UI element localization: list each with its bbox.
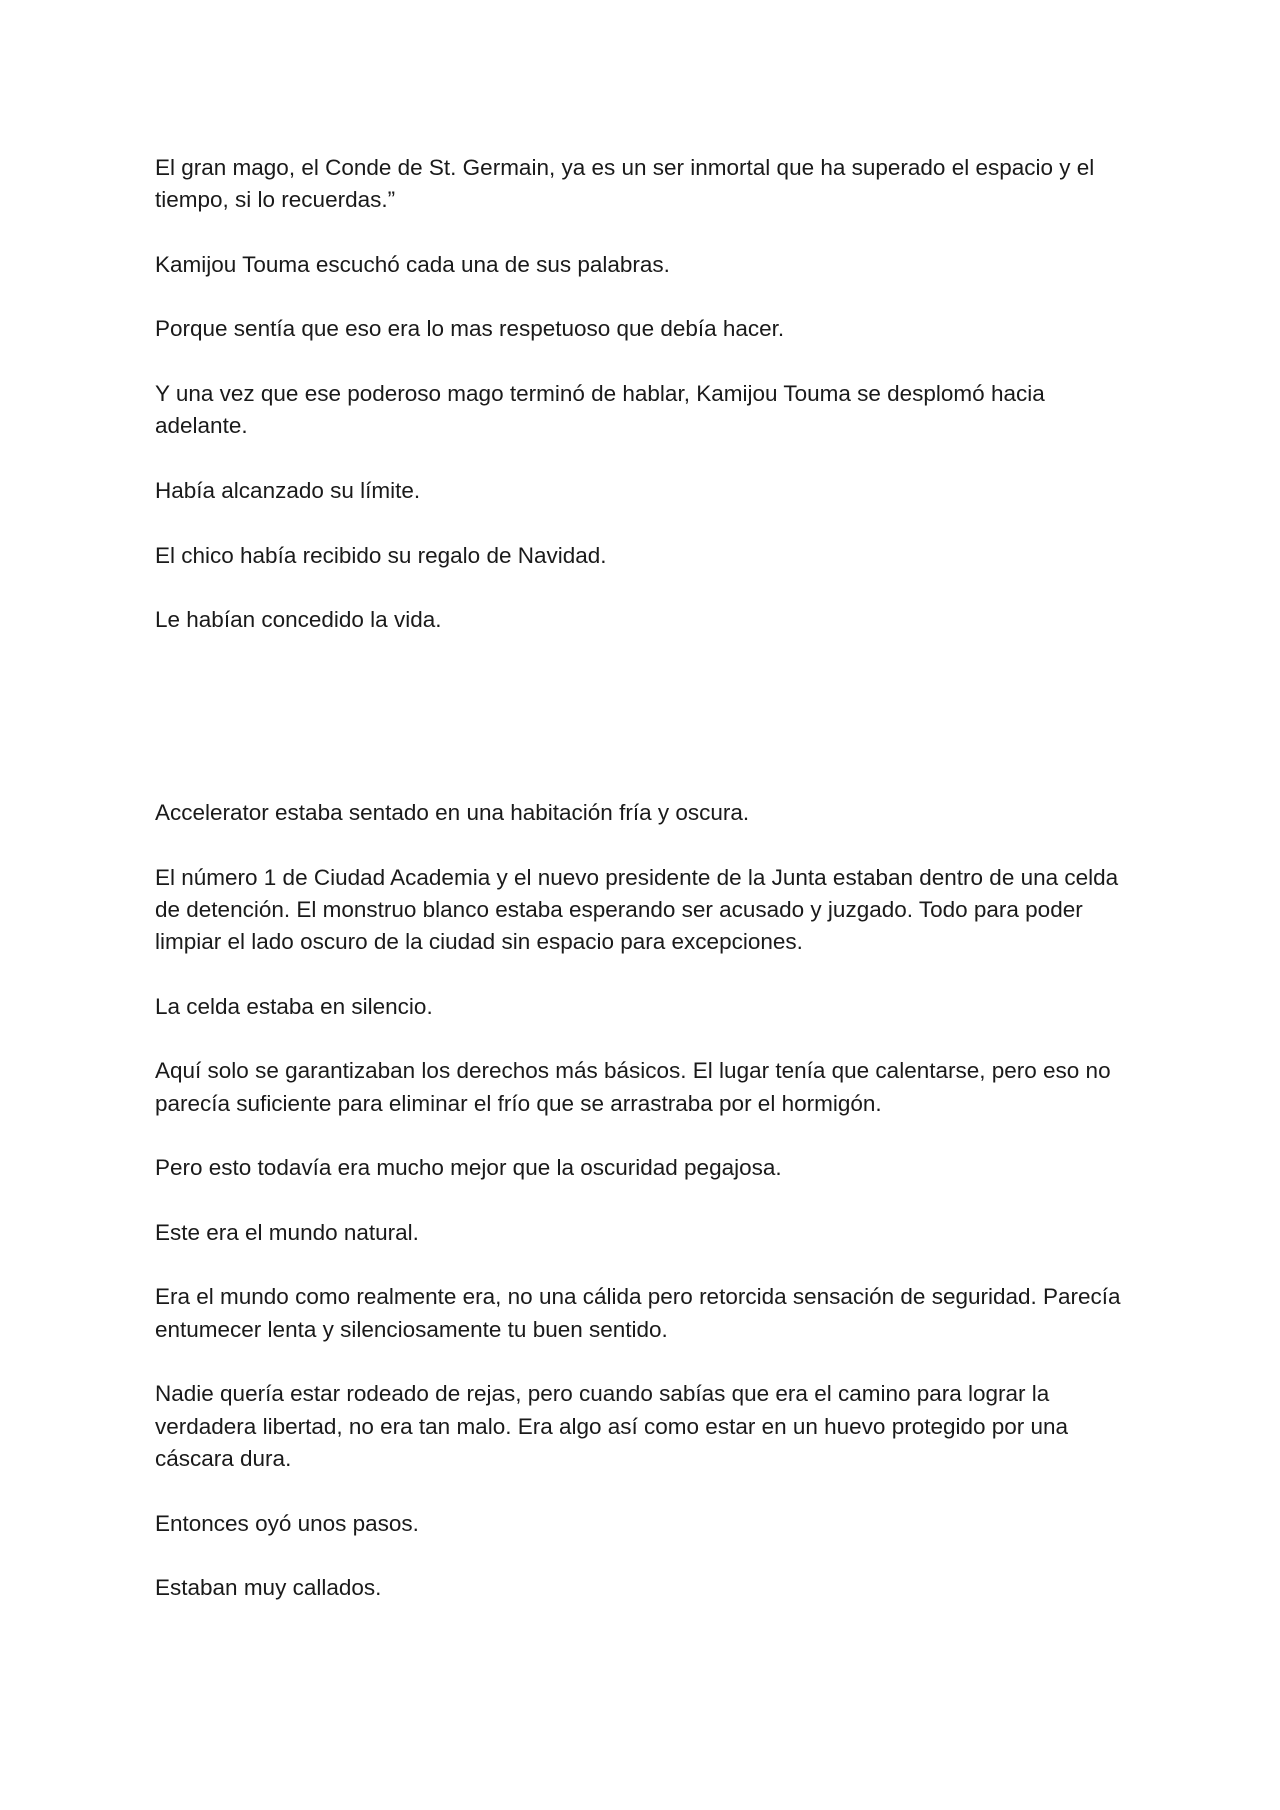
paragraph: Pero esto todavía era mucho mejor que la oscuridad pegajosa.	[155, 1155, 782, 1181]
paragraph: El chico había recibido su regalo de Navidad.	[155, 542, 607, 568]
paragraph: Accelerator estaba sentado en una habitación fría y oscura.	[155, 800, 750, 825]
paragraph: La celda estaba en silencio.	[155, 993, 433, 1019]
paragraph: Nadie quería estar rodeado de rejas, pero cuando sabías que era el camino para lograr la verdadera libertad, no era tan malo. Era algo así como estar en un huevo protegido por una cáscara dura.	[155, 1381, 1069, 1471]
paragraph: Este era el mundo natural.	[155, 1219, 419, 1245]
paragraph: Kamijou Touma escuchó cada una de sus palabras.	[155, 251, 670, 277]
paragraph: Era el mundo como realmente era, no una cálida pero retorcida sensación de seguridad. Parecía entumecer lenta y silenciosamente tu buen sentido.	[155, 1284, 1121, 1342]
text-section-2	[155, 797, 1135, 1637]
paragraph: Estaban muy callados.	[155, 1575, 382, 1601]
paragraph: El número 1 de Ciudad Academia y el nuevo presidente de la Junta estaban dentro de una celda de detención. El monstruo blanco estaba esperando ser acusado y juzgado. Todo para poder limpiar el lado oscuro de la ciudad sin espacio para excepciones.	[155, 864, 1119, 955]
paragraph: Le habían concedido la vida.	[155, 607, 442, 633]
text-section-1	[155, 152, 1135, 669]
paragraph: El gran mago, el Conde de St. Germain, ya es un ser inmortal que ha superado el espacio y el tiempo, si lo recuerdas.”	[155, 155, 1095, 213]
paragraph: Aquí solo se garantizaban los derechos más básicos. El lugar tenía que calentarse, pero eso no parecía suficiente para eliminar el frío que se arrastraba por el hormigón.	[155, 1058, 1111, 1116]
paragraph: Y una vez que ese poderoso mago terminó de hablar, Kamijou Touma se desplomó hacia adelante.	[155, 381, 1045, 439]
paragraph: Había alcanzado su límite.	[155, 477, 421, 503]
paragraph: Porque sentía que eso era lo mas respetuoso que debía hacer.	[155, 316, 785, 342]
paragraph: Entonces oyó unos pasos.	[155, 1510, 419, 1536]
